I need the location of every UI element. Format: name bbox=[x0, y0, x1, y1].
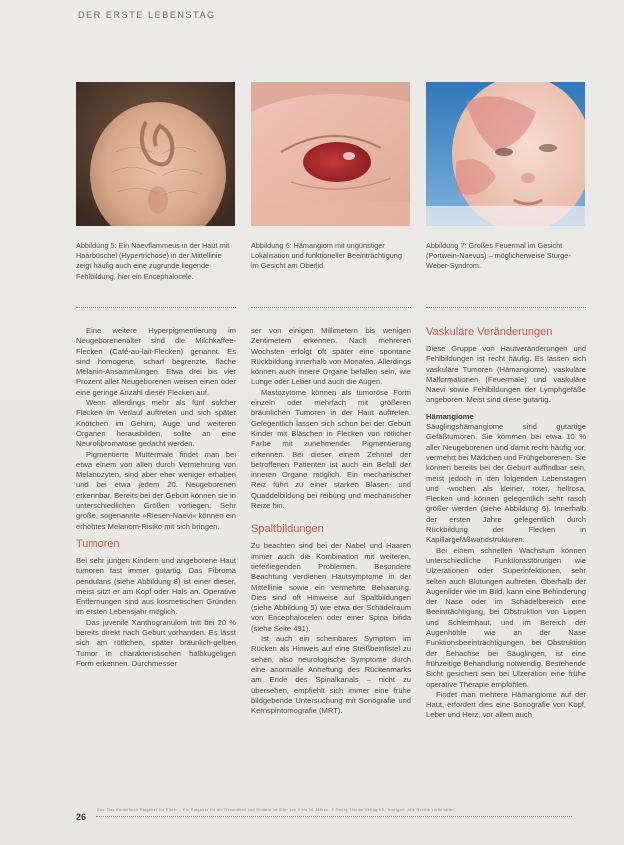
photo-baby-face-port-wine-stain bbox=[426, 82, 585, 226]
text-column-1 bbox=[76, 326, 236, 669]
paragraph: Ist auch ein scheinbares Symptom im Rücken als Hinweis auf eine Steißbeinfistel zu sehen, also neurologische Symptome durch eine anormalle Anheftung des Rückenmarks am Ende des Spinalkanals – nicht zu übersehen, empfiehlt sich immer eine frühe bildgebende Untersuchung mit Sonografie und Kernspintomografie (MRT). bbox=[251, 634, 411, 716]
paragraph: Bei sehr jungen Kindern und angeborene Haut tumoren fast immer gutartig. Das Fibroma pendulans (siehe Abbildung 8) ist einer dieser, meist sitzt er am Kopf oder Hals an. Operative Entfernungen sind aus kosmetischen Gründen im ersten Lebensjahr möglich. bbox=[76, 555, 236, 617]
caption-figure-5: Abbildung 5: Ein Naevflammeus in der Haut mit Haarbüschel (Hypertrichose) in der Mittellinie zeigt häufig auch eine zugrunde liegende Fehlbildung, hier ein Encephalocele. bbox=[76, 241, 230, 281]
paragraph: Wenn allerdings mehr als fünf solcher Flecken im Verlauf auftreten und sich später Knötchen im Gehirn, Auge und weiteren Organen herausbilden, sollte an eine Neurofibromatose gedacht werden. bbox=[76, 398, 236, 449]
paragraph: Zu beachten sind bei der Nabel und Haaren immer auch die Kombination mit weiteren, tieferliegenden Problemen. Besondere Beachtung verdienen Hautsymptome in der Mittellinie sowie ein vermehrte Behaarung. Dies sind oft Hinweise auf Spaltbildungen (siehe Abbildung 5) wie etwa der Schädelraum von Encephalocelen oder einer Spina bifida (siehe Seite 491). bbox=[251, 541, 411, 633]
paragraph: Das juvenile Xanthogranulom tritt bei 20 % bereits direkt nach Geburt vorhanden. Es lässt sich am rötlichen, später bräunlich-gelben Tumor in charakteristischen halbkugeligen Form erkennen. Durchmesser bbox=[76, 617, 236, 668]
section-heading-tumoren: Tumoren bbox=[76, 537, 120, 550]
paragraph: Eine weitere Hyperpigmentierung im Neugeborenenalter sind die Milchkaffee-Flecken (Café-au-lait-Flecken) genannt. Es sind homogene, scharf begrenzte, flache Melanin-Ansammlungen. Etwa drei bis vier Prozent aller Neugeborenen weisen einen oder eine geringe Anzahl dieser Flecken auf. bbox=[76, 326, 236, 397]
section-heading-vaskulaere-veraenderungen: Vaskuläre Veränderungen bbox=[426, 326, 553, 338]
text-column-3 bbox=[426, 326, 586, 721]
caption-divider bbox=[426, 307, 586, 308]
subheading-haemangiome: Hämangiome bbox=[426, 411, 474, 421]
paragraph: Mastozytome können als tumoröse Form einzeln oder mehrfach mit größeren bräunlichen Tumoren in der Haut auftreten. Gelegentlich lassen sich schon bei der Geburt Kinder mit Bläschen in Flecken von rötlicher Farbe mit zunehmender Pigmentierung erkennen. Bei dieser einem Zehntel der betroffenen Patienten ist auch ein Befall der inneren Organe möglich. Ein mechanischer Reiz führt zu einer starken Blasen- und Quaddelbildung bei reibung und mechanischer Reize hin. bbox=[251, 387, 411, 511]
caption-divider bbox=[76, 307, 236, 308]
paragraph: Pigmentierte Muttermale findet man bei etwa einem von allen durch Vermehrung von Melanozyten, sind aber eher weniger erhaben und bei etwa jedem 20. Neugeborenen erkennbar. Bereits bei der Geburt können sie in unterschiedlichen Größen vorliegen. Sehr große, sogenannte »Riesen-Naevi« können ein erhöhtes Melanom-Risiko mit sich bringen. bbox=[76, 449, 236, 531]
paragraph: Säuglingshämangiome sind gutartige Gefäßtumoren. Sie kommen bei etwa 10 % aller Neugeborenen und damit recht häufig vor, vermehrt bei Mädchen und Frühgeborenen. Sie können bereits bei der Geburt auffindbar sein, meist jedoch in den folgenden Lebenstagen und -wochen als kleiner, roter, hellrosa, Flecken und können gelegentlich sehr rasch größer werden (siehe Abbildung 6). Innerhalb der ersten Jahre gelegentlich durch Rückbildung der Flecken in Kapillargefäßwandstrukturen. bbox=[426, 422, 586, 545]
running-head: DER ERSTE LEBENSTAG bbox=[78, 10, 216, 20]
photo-eye-hemangioma bbox=[251, 82, 410, 226]
caption-divider bbox=[251, 307, 411, 308]
section-heading-spaltbildungen: Spaltbildungen bbox=[251, 523, 324, 536]
footer-rule bbox=[96, 816, 572, 817]
caption-figure-7: Abbildung 7: Großes Feuermal im Gesicht (Portwein-Naevus) – möglicherweise Sturge-Weber-Syndrom. bbox=[426, 241, 571, 271]
footer-note: Aus: Das Kinderbuch Ratgeber für Eltern – Ein Ratgeber für die Gesundheit von Kindern im Alter von 0 bis 16 Jahren. © Georg Thieme Verlag KG, Stuttgart. Alle Rechte vorbehalten. bbox=[97, 808, 457, 812]
paragraph: Findet man mehrere Hämangiome auf der Haut, erfordert dies eine Sonografie von Kopf, Leber und Herz, vor allem auch bbox=[426, 689, 586, 720]
paragraph: ser von einigen Millimetern bis wenigen Zentimetern erkennen. Nach mehreren Wochsten erfolgt oft später eine spontane Rückbildung innerhalb von Monaten. Allerdings können auch innere Organe befallen sein, wie Lunge oder Leber und auch die Augen. bbox=[251, 326, 411, 387]
text-column-2 bbox=[251, 326, 411, 716]
paragraph: Bei einem schnellen Wachstum können unterschiedliche Funktionsstörungen wie Ulzerationen oder Superinfektionen, sehr selten auch Blutungen auftreten. Oberhalb der Augenlider wie im Bild, kann eine Behinderung der Nase oder im Schädelbereich eine Beeinträchtigung, bei Obstruktion von Lippen und Schleimhaut, und im Bereich der Augenhöhle wie an der Nase Funktionsbeeinträchtigungen, bei Obstruktion der Sehachse bei Säuglingen, ist eine frühzeitige Behandlung notwendig. Bestehende Sicht gesichert sein bei Ulzeration eine frühe operative Therapie empfohlen. bbox=[426, 545, 586, 689]
page-number: 26 bbox=[76, 812, 87, 822]
paragraph: Diese Gruppe von Hautveränderungen und Fehlbildungen ist recht häufig. Es lassen sich vaskuläre Tumoren (Hämangiome), vaskuläre Malformationen (Feuermale) und vaskuläre Naevi sowie Fehlbildungen der Lymphgefäße angeboren. Meist sind diese gutartig. bbox=[426, 344, 586, 405]
photo-head-hair-tuft bbox=[76, 82, 235, 226]
caption-figure-6: Abbildung 6: Hämangiom mit ungünstiger Lokalisation und funktioneller Beeinträchtigung im Gesicht am Oberlid. bbox=[251, 241, 402, 271]
